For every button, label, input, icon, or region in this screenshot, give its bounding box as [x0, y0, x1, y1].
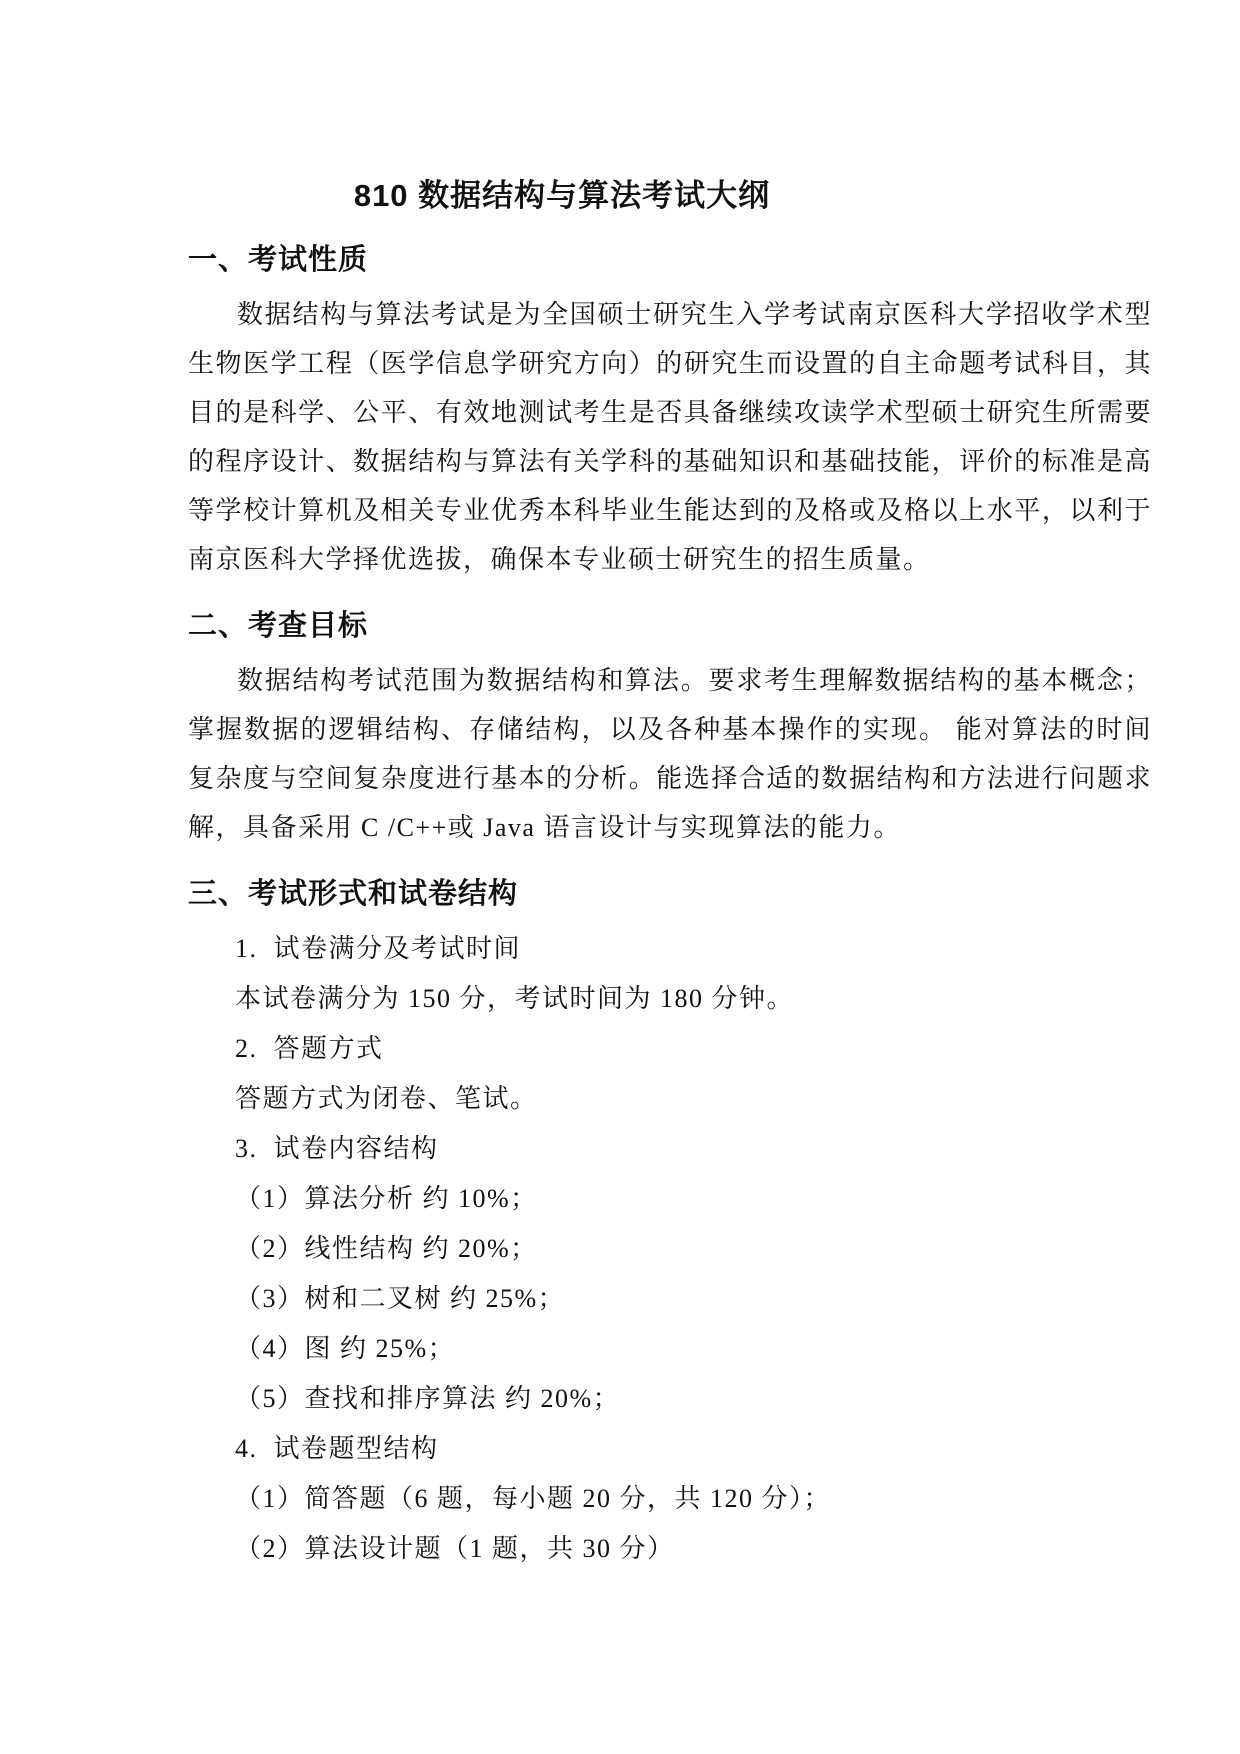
exam-format-list [188, 924, 1152, 1574]
section-1-paragraph: 数据结构与算法考试是为全国硕士研究生入学考试南京医科大学招收学术型生物医学工程（医学信息学研究方向）的研究生而设置的自主命题考试科目，其目的是科学、公平、有效地测试考生是否具备继续攻读学术型硕士研究生所需要的程序设计、数据结构与算法有关学科的基础知识和基础技能，评价的标准是高等学校计算机及相关专业优秀本科毕业生能达到的及格或及格以上水平，以利于南京医科大学择优选拔，确保本专业硕士研究生的招生质量。 [188, 300, 1152, 574]
document-title: 810 数据结构与算法考试大纲 [353, 178, 771, 213]
section-2-heading: 二、考查目标 [188, 610, 369, 642]
section-assessment-goals [188, 608, 1152, 852]
section-2-paragraph: 数据结构考试范围为数据结构和算法。要求考生理解数据结构的基本概念；掌握数据的逻辑结构、存储结构，以及各种基本操作的实现。 能对算法的时间复杂度与空间复杂度进行基本的分析。能选择合适的数据结构和方法进行问题求解，具备采用 C /C++或 Java 语言设计与实现算法的能力。 [188, 666, 1152, 842]
section-exam-format [188, 876, 1152, 1574]
list-item-algorithm-analysis: （1）算法分析 约 10%； [235, 1184, 538, 1213]
list-item-question-types: 4. 试卷题型结构 [235, 1434, 439, 1463]
list-item-full-score-title: 1. 试卷满分及考试时间 [235, 934, 522, 963]
list-item-full-score-detail: 本试卷满分为 150 分，考试时间为 180 分钟。 [235, 984, 795, 1013]
list-item-search-sort: （5）查找和排序算法 约 20%； [235, 1384, 621, 1413]
section-1-heading: 一、考试性质 [188, 244, 369, 276]
list-item-algorithm-design: （2）算法设计题（1 题，共 30 分） [235, 1534, 675, 1563]
section-exam-nature [188, 242, 1152, 584]
list-item-content-structure: 3. 试卷内容结构 [235, 1134, 439, 1163]
section-3-heading: 三、考试形式和试卷结构 [188, 878, 519, 910]
list-item-answer-mode-detail: 答题方式为闭卷、笔试。 [235, 1084, 538, 1113]
list-item-trees: （3）树和二叉树 约 25%； [235, 1284, 566, 1313]
list-item-linear-structure: （2）线性结构 约 20%； [235, 1234, 538, 1263]
list-item-graphs: （4）图 约 25%； [235, 1334, 456, 1363]
list-item-short-answer: （1）简答题（6 题，每小题 20 分，共 120 分）； [235, 1484, 832, 1513]
list-item-answer-mode-title: 2. 答题方式 [235, 1034, 384, 1063]
